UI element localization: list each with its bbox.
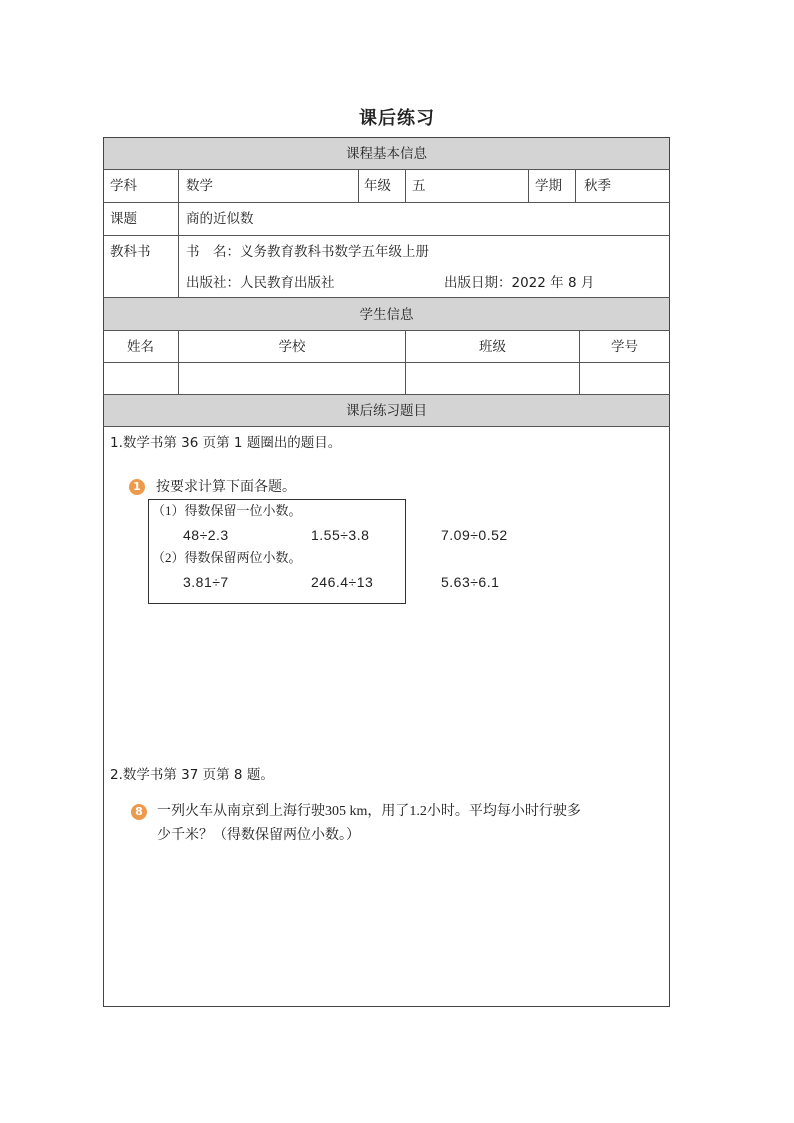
q1-instruction: 按要求计算下面各题。 xyxy=(156,480,296,495)
col-divider xyxy=(358,169,359,202)
row-divider xyxy=(103,235,670,236)
topic-value: 商的近似数 xyxy=(186,211,254,227)
calc-item: 246.4÷13 xyxy=(311,574,374,590)
subject-value: 数学 xyxy=(186,178,213,194)
term-value: 秋季 xyxy=(584,178,611,194)
grade-value: 五 xyxy=(412,178,426,194)
textbook-label: 教科书 xyxy=(110,244,151,260)
col-header-school: 学校 xyxy=(278,339,306,355)
row-divider xyxy=(103,297,670,298)
question-2-title: 2.数学书第 37 页第 8 题。 xyxy=(110,767,274,783)
col-header-name: 姓名 xyxy=(127,339,154,355)
col-divider xyxy=(405,169,406,202)
row-divider xyxy=(103,362,670,363)
topic-label: 课题 xyxy=(110,211,137,227)
row-divider xyxy=(103,394,670,395)
col-divider xyxy=(575,169,576,202)
col-header-class: 班级 xyxy=(479,339,506,355)
q2-problem-line-1: 一列火车从南京到上海行驶305 km，用了1.2小时。平均每小时行驶多 xyxy=(157,804,581,819)
row-divider xyxy=(103,169,670,170)
part-1-label: （1）得数保留一位小数。 xyxy=(152,503,302,518)
row-divider xyxy=(103,202,670,203)
calc-item: 48÷2.3 xyxy=(183,527,229,543)
publisher-line: 出版社：人民教育出版社 xyxy=(186,275,335,291)
col-divider xyxy=(528,169,529,202)
subject-label: 学科 xyxy=(110,178,137,194)
exercise-number-badge: 8 xyxy=(131,804,147,820)
q2-problem-line-2: 少千米？（得数保留两位小数。） xyxy=(157,828,360,843)
question-1-title: 1.数学书第 36 页第 1 题圈出的题目。 xyxy=(110,435,342,451)
calc-item: 1.55÷3.8 xyxy=(311,527,370,543)
part-2-label: （2）得数保留两位小数。 xyxy=(152,550,302,565)
publish-date-line: 出版日期：2022 年 8 月 xyxy=(444,275,595,291)
grade-label: 年级 xyxy=(364,178,391,194)
student-info-header: 学生信息 xyxy=(359,307,414,323)
page-title: 课后练习 xyxy=(359,108,435,129)
col-divider xyxy=(178,169,179,297)
course-info-header: 课程基本信息 xyxy=(346,146,427,162)
term-label: 学期 xyxy=(535,178,562,194)
calc-item: 7.09÷0.52 xyxy=(441,527,508,543)
exercise-number-badge: 1 xyxy=(129,479,145,495)
row-divider xyxy=(103,426,670,427)
book-name-line: 书 名：义务教育教科书数学五年级上册 xyxy=(186,244,429,260)
row-divider xyxy=(103,330,670,331)
col-header-student-id: 学号 xyxy=(611,339,638,355)
calc-item: 3.81÷7 xyxy=(183,574,229,590)
calc-item: 5.63÷6.1 xyxy=(441,574,500,590)
exercises-header: 课后练习题目 xyxy=(346,403,427,419)
